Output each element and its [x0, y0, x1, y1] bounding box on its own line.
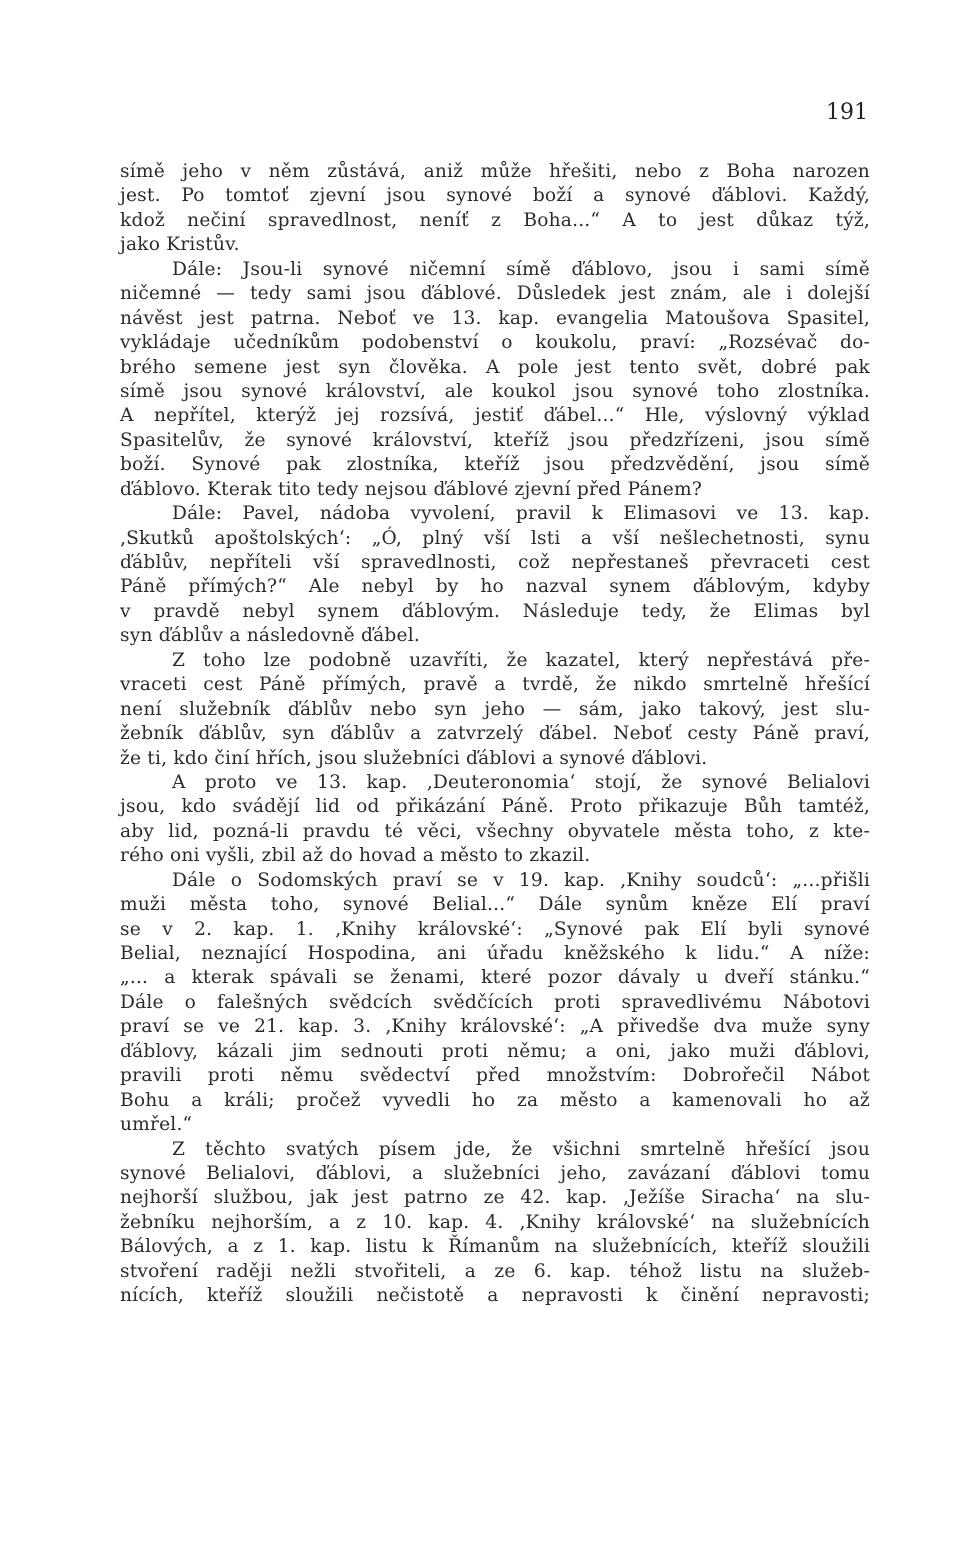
text-line: návěst jest patrna. Neboť ve 13. kap. evangelia Matoušova Spasitel,: [120, 307, 870, 329]
text-line: brého semene jest syn člověka. A pole jest tento svět, dobré pak: [120, 356, 870, 378]
text-line: Bohu a králi; pročež vyvedli ho za město a kamenovali ho až: [120, 1089, 870, 1111]
text-line: jest. Po tomtoť zjevní jsou synové boží a synové ďáblovi. Každý,: [120, 185, 870, 207]
text-line: synové Belialovi, ďáblovi, a služebníci jeho, zavázaní ďáblovi tomu: [120, 1162, 870, 1184]
text-line: Z toho lze podobně uzavříti, že kazatel, který nepřestává pře-: [172, 649, 870, 671]
text-line: ďáblovo. Kterak tito tedy nejsou ďáblové zjevní před Pánem?: [120, 478, 702, 500]
text-line: símě jsou synové království, ale koukol jsou synové toho zlostníka.: [120, 380, 870, 402]
text-line: umřel.“: [120, 1114, 193, 1136]
text-line: muži města toho, synové Belial...“ Dále synům kněze Elí praví: [120, 894, 870, 916]
text-line: rého oni vyšli, zbil až do hovad a město to zkazil.: [120, 845, 591, 867]
text-line: nících, kteříž sloužili nečistotě a nepravosti k činění nepravosti;: [120, 1285, 870, 1307]
text-line: ničemné — tedy sami jsou ďáblové. Důsledek jest znám, ale i dolejší: [120, 283, 870, 305]
text-line: „... a kterak spávali se ženami, které pozor dávaly u dveří stánku.“: [120, 967, 870, 989]
text-line: žebník ďáblův, syn ďáblův a zatvrzelý ďábel. Neboť cesty Páně praví,: [120, 723, 870, 745]
text-line: že ti, kdo činí hřích, jsou služebníci ďáblovi a synové ďáblovi.: [120, 747, 708, 769]
text-line: Z těchto svatých písem jde, že všichni smrtelně hřešící jsou: [172, 1138, 870, 1160]
text-line: ďáblovy, kázali jim sednouti proti němu; a oni, jako muži ďáblovi,: [120, 1040, 870, 1062]
text-line: praví se ve 21. kap. 3. ‚Knihy královské‘: „A přivedše dva muže syny: [120, 1016, 870, 1038]
text-line: ‚Skutků apoštolských‘: „Ó, plný vší lsti a vší nešlechetnosti, synu: [120, 527, 870, 549]
text-line: boží. Synové pak zlostníka, kteříž jsou předzvědění, jsou símě: [120, 454, 870, 476]
text-line: Dále: Pavel, nádoba vyvolení, pravil k Elimasovi ve 13. kap.: [172, 503, 870, 525]
text-line: žebníku nejhorším, a z 10. kap. 4. ‚Knihy královské‘ na služebnících: [120, 1211, 870, 1233]
text-line: vraceti cest Páně přímých, pravě a tvrdě, že nikdo smrtelně hřešící: [120, 674, 870, 696]
page-number: 191: [826, 100, 868, 125]
body-text: [120, 160, 870, 1309]
text-line: Belial, neznající Hospodina, ani úřadu kněžského k lidu.“ A níže:: [120, 943, 870, 964]
text-line: aby lid, pozná-li pravdu té věci, všechny obyvatele města toho, z kte-: [120, 820, 870, 842]
text-line: Páně přímých?“ Ale nebyl by ho nazval synem ďáblovým, kdyby: [120, 576, 870, 598]
text-line: stvoření raději nežli stvořiteli, a ze 6. kap. téhož listu na služeb-: [120, 1260, 870, 1282]
text-line: jsou, kdo svádějí lid od přikázání Páně. Proto přikazuje Bůh tamtéž,: [120, 796, 870, 818]
text-line: vykládaje učedníkům podobenství o koukolu, praví: „Rozsévač do-: [120, 332, 870, 354]
text-line: pravili proti němu svědectví před množstvím: Dobrořečil Nábot: [120, 1065, 870, 1087]
text-line: Dále o falešných svědcích svědčících proti spravedlivému Nábotovi: [120, 991, 870, 1013]
text-line: jako Kristův.: [120, 234, 240, 256]
text-line: símě jeho v něm zůstává, aniž může hřešiti, nebo z Boha narozen: [120, 161, 870, 182]
text-line: se v 2. kap. 1. ‚Knihy královské‘: „Synové pak Elí byli synové: [120, 918, 870, 940]
text-line: Bálových, a z 1. kap. listu k Římanům na služebnících, kteříž sloužili: [120, 1236, 870, 1258]
text-line: syn ďáblův a následovně ďábel.: [120, 625, 420, 647]
text-line: Spasitelův, že synové království, kteříž jsou předzřízeni, jsou símě: [120, 429, 870, 451]
text-line: nejhorší službou, jak jest patrno ze 42. kap. ‚Ježíše Siracha‘ na slu-: [120, 1187, 870, 1209]
text-line: kdož nečiní spravedlnost, neníť z Boha...“ A to jest důkaz týž,: [120, 209, 870, 231]
text-line: Dále o Sodomských praví se v 19. kap. ‚Knihy soudců‘: „...přišli: [172, 869, 870, 891]
text-line: A nepřítel, kterýž jej rozsívá, jestiť ďábel...“ Hle, výslovný výklad: [120, 405, 870, 427]
text-line: v pravdě nebyl synem ďáblovým. Následuje tedy, že Elimas byl: [120, 600, 870, 622]
text-line: není služebník ďáblův nebo syn jeho — sám, jako takový, jest slu-: [120, 698, 870, 720]
text-line: A proto ve 13. kap. ‚Deuteronomia‘ stojí, že synové Belialovi: [172, 771, 870, 793]
text-line: ďáblův, nepříteli vší spravedlnosti, což nepřestaneš převraceti cest: [120, 552, 870, 573]
text-line: Dále: Jsou-li synové ničemní símě ďáblovo, jsou i sami símě: [172, 258, 870, 280]
